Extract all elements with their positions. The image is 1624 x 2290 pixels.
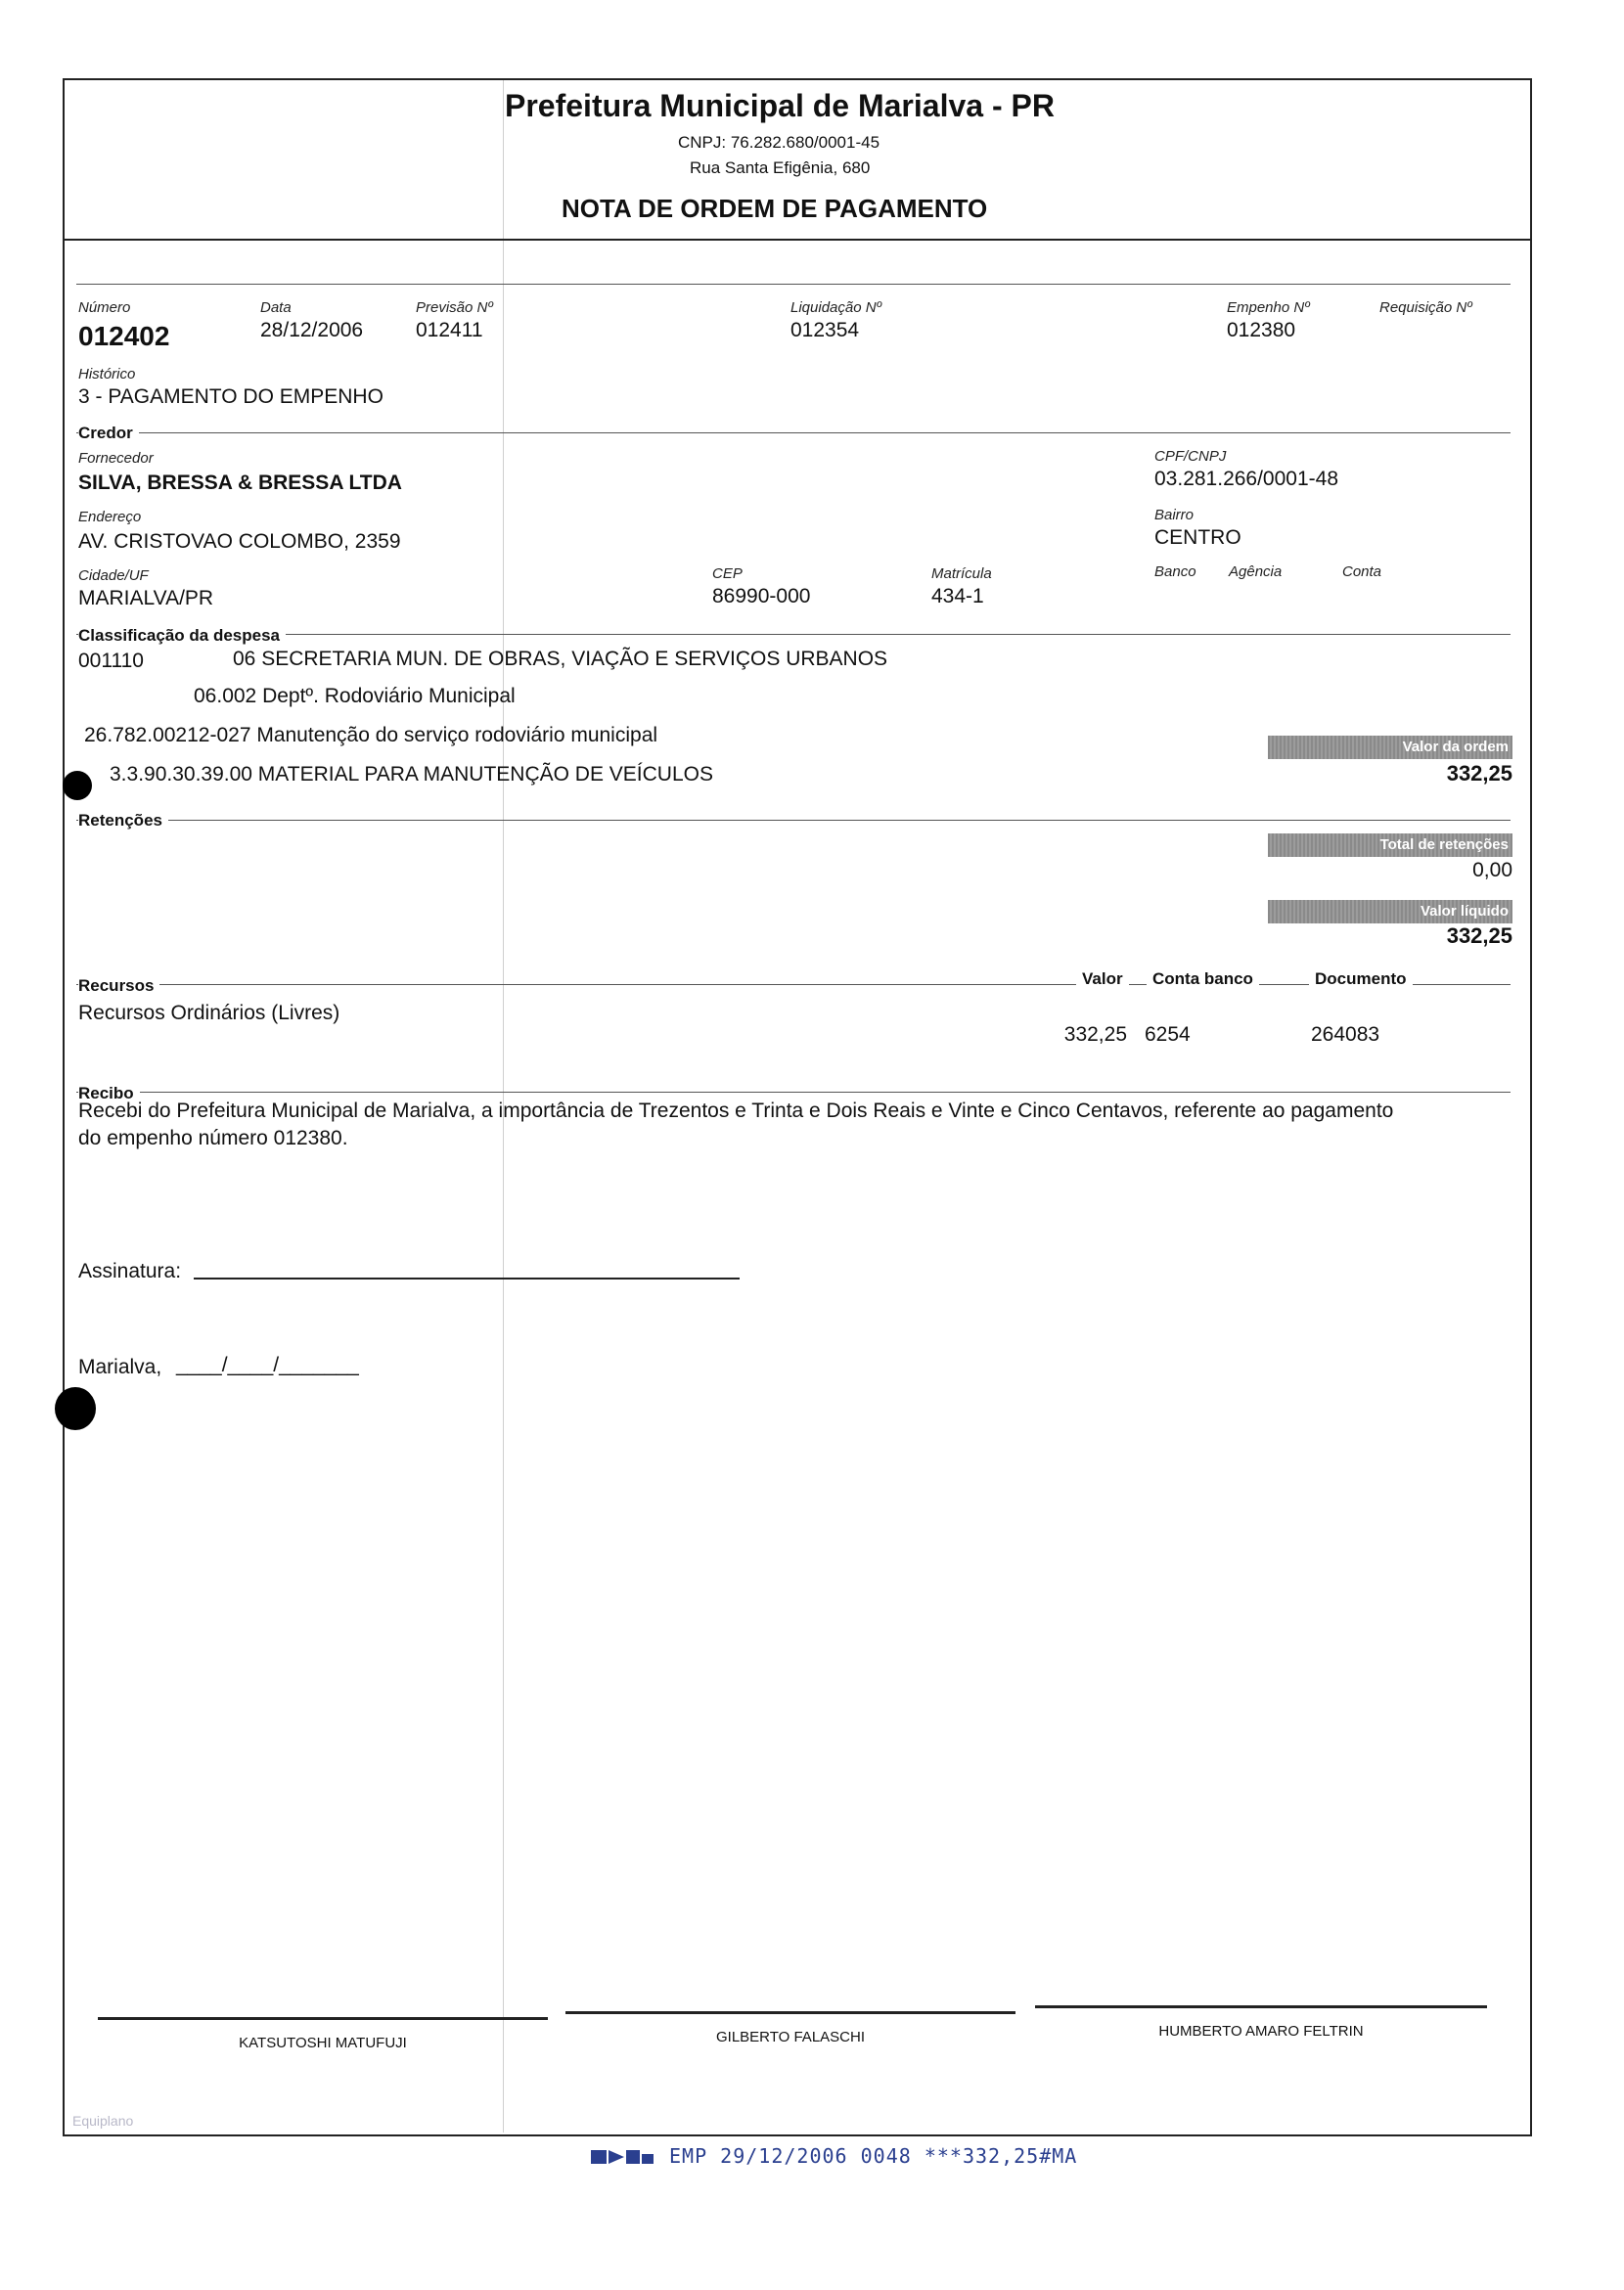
cep-value: 86990-000 [712,585,811,607]
valor-ordem-label: Valor da ordem [1268,736,1512,759]
punch-hole-mark [63,771,92,800]
empenho-value: 012380 [1227,319,1296,341]
document-title: NOTA DE ORDEM DE PAGAMENTO [562,194,988,223]
recursos-documento: 264083 [1311,1023,1380,1046]
signature-line-3 [1035,2005,1487,2008]
fields-top-rule [76,284,1511,285]
credor-section: Credor [78,424,139,443]
recibo-section: Recibo [78,1084,140,1103]
software-label: Equiplano [72,2113,134,2129]
banco-label: Banco [1154,563,1196,580]
cidade-label: Cidade/UF [78,567,149,584]
assinatura-line [194,1278,740,1280]
classificacao-rule [76,634,1511,635]
numero-label: Número [78,299,131,316]
municipality-title: Prefeitura Municipal de Marialva - PR [505,88,1055,123]
fornecedor-value: SILVA, BRESSA & BRESSA LTDA [78,471,402,494]
previsao-value: 012411 [416,319,483,341]
total-retencoes-label: Total de retenções [1268,833,1512,857]
header-divider [63,239,1530,241]
cnpj: CNPJ: 76.282.680/0001-45 [678,133,880,152]
stamp-logo-icon [591,2146,655,2173]
local-label: Marialva, [78,1356,162,1378]
recursos-descricao: Recursos Ordinários (Livres) [78,1002,340,1024]
retencoes-rule [76,820,1511,821]
recursos-section: Recursos [78,976,159,996]
conta-label: Conta [1342,563,1382,580]
valor-liquido-label: Valor líquido [1268,900,1512,923]
address: Rua Santa Efigênia, 680 [690,158,871,177]
date-line: ____/____/_______ [176,1354,359,1376]
endereco-label: Endereço [78,509,142,525]
punch-hole-mark [55,1387,96,1430]
signature-name-1: KATSUTOSHI MATUFUJI [239,2035,407,2051]
historico-value: 3 - PAGAMENTO DO EMPENHO [78,385,383,408]
credor-rule [76,432,1511,433]
fornecedor-label: Fornecedor [78,450,154,467]
cep-label: CEP [712,565,743,582]
recursos-valor: 332,25 [1063,1023,1127,1046]
cpf-value: 03.281.266/0001-48 [1154,468,1339,490]
agencia-label: Agência [1229,563,1283,580]
recursos-rule [76,984,1511,985]
previsao-label: Previsão Nº [416,299,493,316]
retencoes-section: Retenções [78,811,168,831]
endereco-value: AV. CRISTOVAO COLOMBO, 2359 [78,530,401,553]
recursos-conta-banco-label: Conta banco [1147,969,1259,989]
requisicao-label: Requisição Nº [1379,299,1472,316]
matricula-label: Matrícula [931,565,992,582]
classificacao-section: Classificação da despesa [78,626,286,646]
numero-value: 012402 [78,321,170,351]
empenho-label: Empenho Nº [1227,299,1310,316]
recursos-documento-label: Documento [1309,969,1413,989]
signature-name-3: HUMBERTO AMARO FELTRIN [1158,2023,1364,2040]
classificacao-line2: 06.002 Deptº. Rodoviário Municipal [194,685,516,707]
signature-line-1 [98,2017,548,2020]
total-retencoes-value: 0,00 [1472,859,1512,881]
classificacao-line1: 06 SECRETARIA MUN. DE OBRAS, VIAÇÃO E SERVIÇOS URBANOS [233,648,888,670]
classificacao-code: 001110 [78,650,144,672]
liquidacao-label: Liquidação Nº [790,299,882,316]
recibo-line2: do empenho número 012380. [78,1127,348,1149]
valor-ordem-value: 332,25 [1446,761,1512,786]
recibo-line1: Recebi do Prefeitura Municipal de Marialva, a importância de Trezentos e Trinta e Dois Reais e Vinte e Cinco Centavos, referente ao pagamento [78,1100,1394,1122]
signature-line-2 [565,2011,1015,2014]
cidade-value: MARIALVA/PR [78,587,214,609]
historico-label: Histórico [78,366,136,382]
bairro-value: CENTRO [1154,526,1241,549]
recursos-valor-label: Valor [1076,969,1129,989]
signature-name-2: GILBERTO FALASCHI [716,2029,865,2045]
data-value: 28/12/2006 [260,319,364,341]
assinatura-label: Assinatura: [78,1260,182,1282]
cpf-label: CPF/CNPJ [1154,448,1227,465]
matricula-value: 434-1 [931,585,984,607]
recibo-rule [76,1092,1511,1093]
recursos-conta-banco: 6254 [1145,1023,1191,1046]
valor-liquido-value: 332,25 [1446,923,1512,948]
bairro-label: Bairro [1154,507,1195,523]
classificacao-line3: 26.782.00212-027 Manutenção do serviço rodoviário municipal [84,724,658,746]
payment-stamp: EMP 29/12/2006 0048 ***332,25#MA [669,2144,1078,2168]
data-label: Data [260,299,292,316]
classificacao-line4: 3.3.90.30.39.00 MATERIAL PARA MANUTENÇÃO DE VEÍCULOS [110,763,713,786]
liquidacao-value: 012354 [790,319,860,341]
